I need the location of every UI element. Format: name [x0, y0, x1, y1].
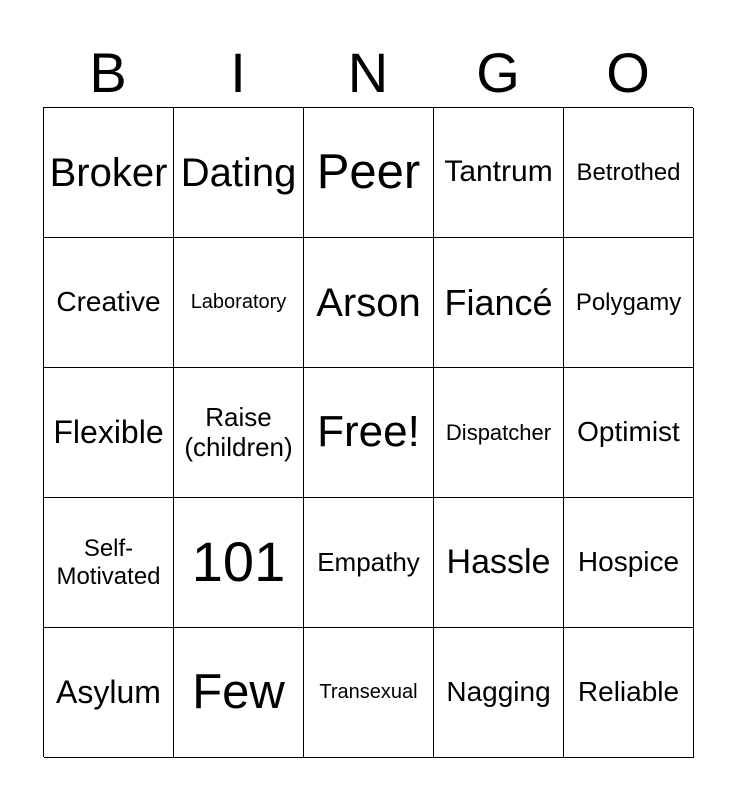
bingo-cell[interactable]: Fiancé — [434, 238, 564, 368]
bingo-cell[interactable]: Raise (children) — [174, 368, 304, 498]
bingo-cell[interactable]: Broker — [44, 108, 174, 238]
header-letter-o: O — [606, 41, 650, 104]
bingo-cell[interactable]: Arson — [304, 238, 434, 368]
header-letter-g: G — [476, 41, 520, 104]
free-space-cell[interactable]: Free! — [304, 368, 434, 498]
bingo-cell[interactable]: Polygamy — [564, 238, 694, 368]
bingo-cell[interactable]: 101 — [174, 498, 304, 628]
bingo-board — [43, 107, 693, 757]
bingo-cell[interactable]: Peer — [304, 108, 434, 238]
bingo-cell[interactable]: Few — [174, 628, 304, 758]
header-letter-i: I — [230, 41, 246, 104]
bingo-cell[interactable]: Hassle — [434, 498, 564, 628]
bingo-cell[interactable]: Dating — [174, 108, 304, 238]
bingo-cell[interactable]: Transexual — [304, 628, 434, 758]
bingo-cell[interactable]: Creative — [44, 238, 174, 368]
bingo-cell[interactable]: Empathy — [304, 498, 434, 628]
bingo-cell[interactable]: Nagging — [434, 628, 564, 758]
bingo-cell[interactable]: Optimist — [564, 368, 694, 498]
bingo-cell[interactable]: Self- Motivated — [44, 498, 174, 628]
bingo-cell[interactable]: Dispatcher — [434, 368, 564, 498]
bingo-cell[interactable]: Tantrum — [434, 108, 564, 238]
bingo-cell[interactable]: Reliable — [564, 628, 694, 758]
bingo-cell[interactable]: Hospice — [564, 498, 694, 628]
header-letter-n: N — [347, 41, 389, 104]
header-letter-b: B — [89, 41, 127, 104]
bingo-cell[interactable]: Flexible — [44, 368, 174, 498]
bingo-cell[interactable]: Asylum — [44, 628, 174, 758]
bingo-cell[interactable]: Betrothed — [564, 108, 694, 238]
bingo-header — [43, 42, 693, 104]
bingo-cell[interactable]: Laboratory — [174, 238, 304, 368]
